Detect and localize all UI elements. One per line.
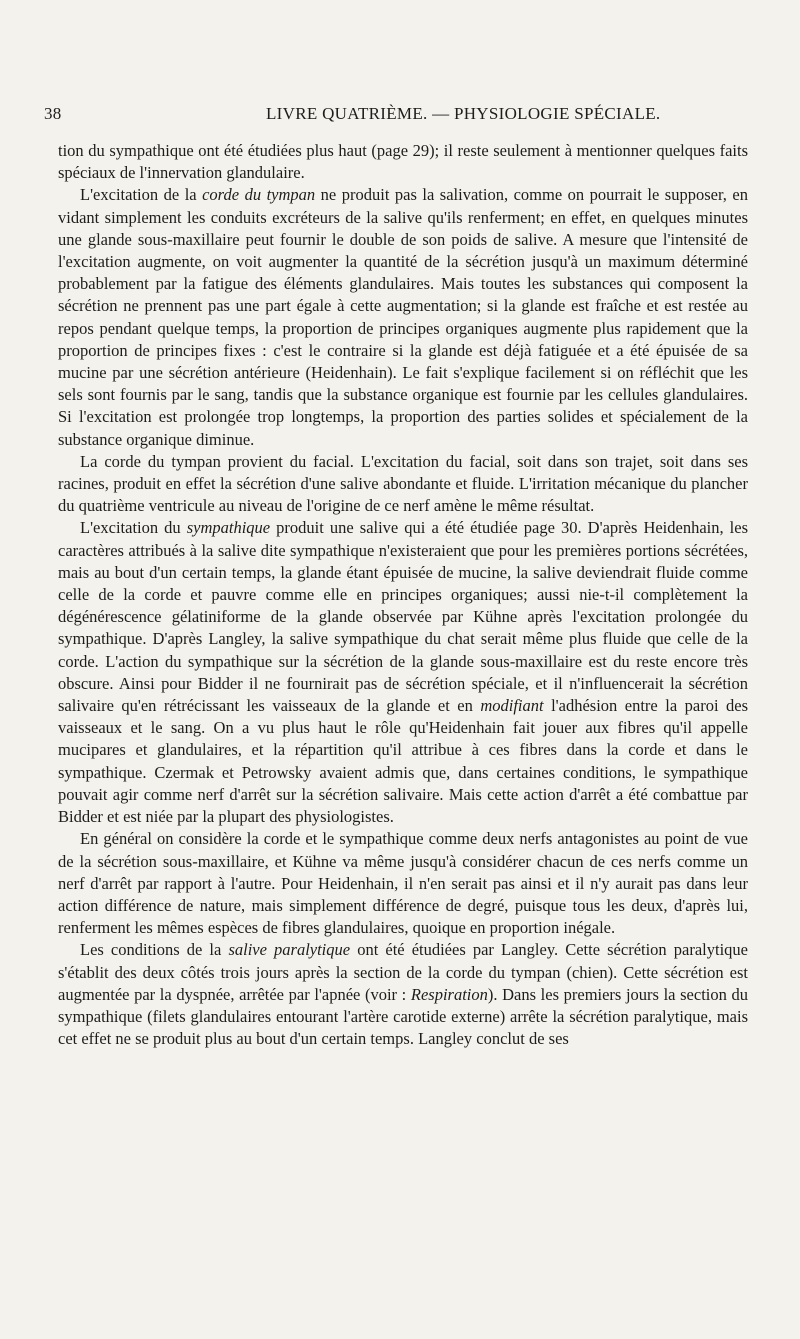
body-text: [58, 140, 748, 1050]
text-run: L'excitation de la: [80, 185, 203, 205]
text-run: En général on considère la corde et le sympathique comme deux nerfs antagonistes au point de vue de la sécrétion sous-maxillaire, et Kühne va même jusqu'à considérer chacun de ces nerfs comme un nerf d'arrêt par rapport à l'autre. Pour Heidenhain, il n'en serait pas ainsi et il n'y aurait pas dans leur action différence de nature, mais simplement différence de degré, puisque tous les deux, d'après lui, renferment les mêmes espèces de fibres glandulaires, quoique en proportion inégale.: [58, 829, 748, 938]
italic-text: modifiant: [480, 696, 544, 716]
running-head: LIVRE QUATRIÈME. — PHYSIOLOGIE SPÉCIALE.: [266, 104, 661, 123]
text-run: produit une salive qui a été étudiée page 30. D'après Heidenhain, les caractères attribués à la salive dite sympathique n'existeraient que pour les premières portions sécrétées, mais au bout d'un certain temps, la glande étant épuisée de mucine, la salive deviendrait fluide comme celle de la corde et pauvre comme elle en principes organiques; aussi nie-t-il complètement la dégénérescence gélatiniforme de la glande observée par Kühne après l'excitation prolongée du sympathique. D'après Langley, la salive sympathique du chat serait même plus fluide que celle de la corde. L'action du sympathique sur la sécrétion de la glande sous-maxillaire est du reste encore très obscure. Ainsi pour Bidder il ne fournirait pas de sécrétion spéciale, et il n'influencerait la sécrétion salivaire qu'en rétrécissant les vaisseaux de la glande et en: [58, 518, 749, 716]
text-run: Les conditions de la: [80, 940, 229, 960]
paragraph: [58, 451, 748, 518]
page-header: [44, 104, 764, 132]
paragraph: [58, 828, 748, 939]
paragraph: [58, 184, 748, 450]
text-run: tion du sympathique ont été étudiées plus haut (page 29); il reste seulement à mentionner quelques faits spéciaux de l'innervation glandulaire.: [58, 141, 748, 183]
paragraph: [58, 939, 748, 1050]
text-run: ont été étudiées par Langley. Cette sécrétion paralytique s'établit des deux côtés trois jours après la section de la corde du tympan (chien). Cette sécrétion est augmentée par la dyspnée, arrêtée par l'apnée (voir :: [58, 940, 748, 1004]
italic-text: salive paralytique: [228, 940, 351, 960]
text-run: ). Dans les premiers jours la section du sympathique (filets glandulaires entourant l'artère carotide externe) arrête la sécrétion paralytique, mais cet effet ne se produit plus au bout d'un certain temps. Langley conclut de ses: [58, 984, 748, 1049]
text-run: ne produit pas la salivation, comme on pourrait le supposer, en vidant simplement les conduits excréteurs de la salive qu'ils renferment; en effet, en quelques minutes une glande sous-maxillaire peut fournir le double de son poids de salive. A mesure que l'intensité de l'excitation augmente, on voit augmenter la quantité de la sécrétion jusqu'à un maximum déterminé probablement par la fatigue des éléments glandulaires. Mais toutes les substances qui composent la sécrétion ne prennent pas une part égale à cette augmentation; si la glande est fraîche et est restée au repos pendant quelque temps, la proportion de principes organiques augmente plus rapidement que la proportion de principes fixes : c'est le contraire si la glande est déjà fatiguée et a été épuisée de sa mucine par une sécrétion antérieure (Heidenhain). Le fait s'explique facilement si on réfléchit que les sels sont fournis par le sang, tandis que la substance organique est fournie par les cellules glandulaires. Si l'excitation est prolongée trop longtemps, la proportion des parties solides et spécialement de la substance organique diminue.: [58, 185, 749, 449]
text-run: L'excitation du: [80, 518, 187, 538]
page-number: 38: [44, 104, 62, 123]
italic-text: corde du tympan: [202, 185, 316, 205]
paragraph: [58, 140, 748, 184]
italic-text: sympathique: [186, 518, 271, 538]
paragraph: [58, 517, 748, 828]
text-run: La corde du tympan provient du facial. L'excitation du facial, soit dans son trajet, soit dans ses racines, produit en effet la sécrétion d'une salive abondante et fluide. L'irritation mécanique du plancher du quatrième ventricule au niveau de l'origine de ce nerf amène le même résultat.: [58, 451, 748, 516]
italic-text: Respiration: [410, 984, 488, 1004]
text-run: l'adhésion entre la paroi des vaisseaux et le sang. On a vu plus haut le rôle qu'Heidenhain fait jouer aux fibres qu'il appelle mucipares et glandulaires, et la répartition qu'il attribue à ces fibres dans la corde et dans le sympathique. Czermak et Petrowsky avaient admis que, dans certaines conditions, le sympathique pouvait agir comme nerf d'arrêt sur la sécrétion salivaire. Mais cette action d'arrêt a été combattue par Bidder et est niée par la plupart des physiologistes.: [58, 696, 749, 827]
